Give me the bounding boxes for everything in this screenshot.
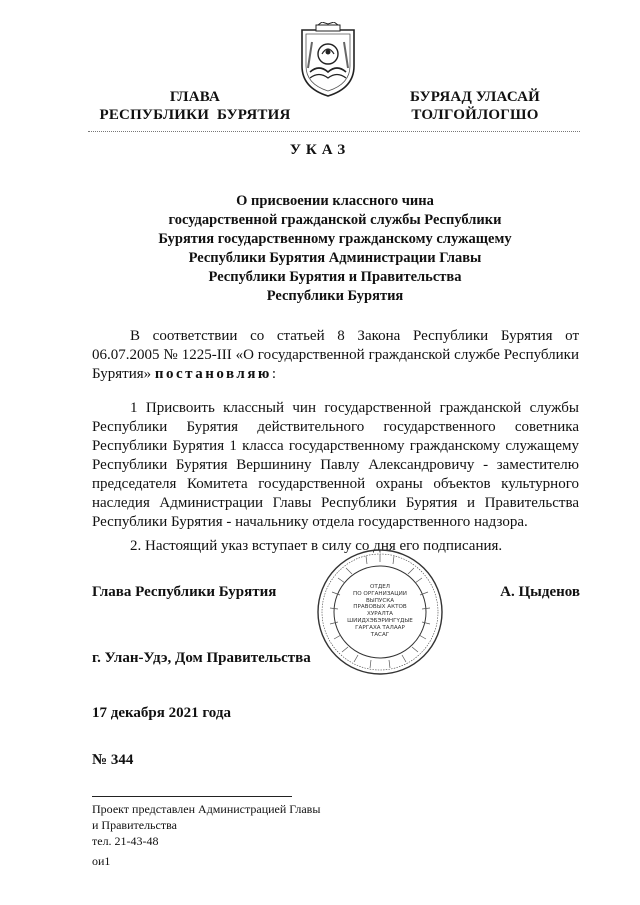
footer-divider: [92, 796, 292, 797]
header-right-line1: БУРЯАД УЛАСАЙ: [409, 89, 541, 105]
decree-item-2: 2. Настоящий указ вступает в силу со дня его подписания.: [130, 538, 503, 554]
document-subject: [90, 192, 580, 306]
footer-phone: тел. 21-43-48: [92, 834, 159, 848]
seal-text: [340, 584, 420, 638]
decree-item-1: 1 Присвоить классный чин государственной гражданской службы Республики Бурятия действительного государственного советника Республики Бурятия 1 класса государственному гражданскому служащему Республики Бурятия Вершинину Павлу Александровичу - заместителю председателя Комитета государственной охраны объектов культурного наследия Администрации Главы Республики Бурятия и Правительства Республики Бурятия - начальнику отдела государственного надзора.: [92, 400, 579, 530]
preamble-text: В соответствии со статьей 8 Закона Республики Бурятия от 06.07.2005 № 1225-III «О государственной гражданской службе Республики Бурятия»: [92, 328, 579, 382]
subject-line: О присвоении классного чина: [236, 193, 434, 209]
seal-line: ГАРГАХА ТАЛААР: [355, 624, 405, 631]
footer-line1: Проект представлен Администрацией Главы: [92, 802, 321, 816]
official-seal: [316, 548, 444, 676]
signature-position: Глава Республики Бурятия: [92, 584, 277, 600]
header-right-line2: ТОЛГОЙЛОГШО: [411, 107, 539, 123]
footer-code: ои1: [92, 854, 111, 868]
footer-line2: и Правительства: [92, 818, 177, 832]
header-left: [80, 88, 310, 124]
subject-line: Республики Бурятия: [266, 288, 404, 304]
preamble-paragraph: [92, 327, 579, 384]
footer-note: [92, 801, 320, 869]
coat-of-arms-emblem: [296, 22, 360, 98]
decree-date: 17 декабря 2021 года: [92, 705, 231, 721]
seal-line: ШИИДХЭБЭРИНГҮДЫЕ: [347, 617, 413, 624]
header-divider: [88, 131, 580, 132]
seal-line: ПРАВОВЫХ АКТОВ: [353, 604, 407, 611]
seal-line: ПО ОРГАНИЗАЦИИ: [353, 590, 407, 597]
header-left-line1: ГЛАВА: [169, 89, 221, 105]
subject-line: Бурятия государственному гражданскому служащему: [158, 231, 512, 247]
subject-line: Республики Бурятия и Правительства: [208, 269, 462, 285]
header-left-line2: РЕСПУБЛИКИ БУРЯТИЯ: [99, 107, 291, 123]
subject-line: Республики Бурятия Администрации Главы: [188, 250, 482, 266]
seal-line: ТАСАГ: [370, 631, 390, 638]
subject-line: государственной гражданской службы Республики: [168, 212, 502, 228]
header-right: [360, 88, 590, 124]
seal-line: ВЫПУСКА: [365, 597, 395, 604]
signature-name: А. Цыденов: [500, 584, 580, 600]
decree-number: № 344: [92, 752, 134, 768]
seal-line: ХУРАЛТА: [367, 611, 393, 618]
preamble-decree-word: постановляю: [154, 366, 272, 382]
document-title: УКАЗ: [289, 142, 351, 158]
seal-line: ОТДЕЛ: [370, 584, 390, 590]
preamble-tail: :: [271, 366, 277, 382]
place-of-signing: г. Улан-Удэ, Дом Правительства: [92, 650, 311, 666]
